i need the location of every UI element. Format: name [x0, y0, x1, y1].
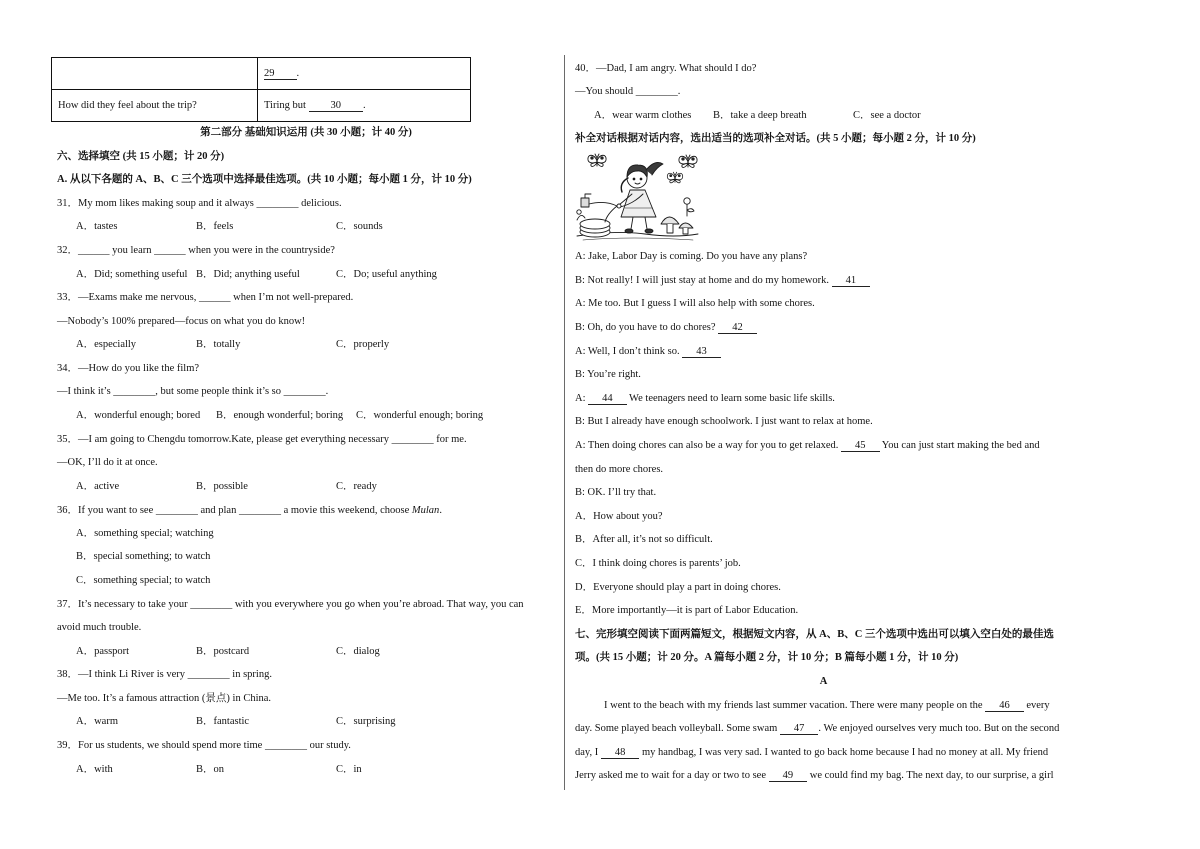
- passage-text: . We enjoyed ourselves very much too. But on the second: [818, 723, 1060, 734]
- dialogue-text: B: Oh, do you have to do chores?: [575, 322, 719, 333]
- dialogue-line: [575, 275, 870, 287]
- question-40-stem-line-2: —You should ________.: [575, 86, 681, 97]
- question-38-option-c: C．surprising: [336, 716, 396, 727]
- dialogue-option-d: D．Everyone should play a part in doing chores.: [575, 582, 781, 593]
- question-31-option-c: C．sounds: [336, 221, 383, 232]
- question-34-stem: 34．—How do you like the film?: [57, 363, 200, 374]
- passage-text: day. Some played beach volleyball. Some swam: [575, 723, 780, 734]
- question-36-stem-text: 36．If you want to see ________ and plan ________ a movie this weekend, choose: [57, 505, 412, 516]
- question-40-option-a: A．wear warm clothes: [594, 110, 692, 121]
- question-31-option-b: B．feels: [196, 221, 234, 232]
- question-34-option-a: A．wonderful enough; bored: [76, 410, 201, 421]
- passage-line: [604, 700, 1050, 712]
- girl-watering-plants-illustration: [575, 150, 700, 242]
- question-40-option-c: C．see a doctor: [853, 110, 921, 121]
- passage-text: day, I: [575, 747, 601, 758]
- passage-line: [575, 770, 1054, 782]
- question-36-stem-end: .: [439, 505, 442, 516]
- answer-blank-49: 49: [769, 770, 808, 782]
- butterfly-icon: [679, 155, 697, 167]
- question-35-option-a: A．active: [76, 481, 120, 492]
- dialogue-line: [575, 322, 757, 334]
- answer-blank-47: 47: [780, 723, 819, 735]
- dialogue-text: A: Then doing chores can also be a way for you to get relaxed.: [575, 440, 842, 451]
- question-34-stem-line-2: —I think it’s ________, but some people think it’s so ________.: [57, 386, 329, 397]
- dialogue-line: B: But I already have enough schoolwork. I just want to relax at home.: [575, 416, 873, 427]
- table-cell: [258, 58, 471, 90]
- section-7-title-line-2: 项。(共 15 小题；计 20 分。A 篇每小题 2 分，计 10 分；B 篇每小题 1 分，计 10 分): [575, 652, 959, 663]
- question-40-option-b: B．take a deep breath: [713, 110, 807, 121]
- question-37-stem-line-2: avoid much trouble.: [57, 622, 142, 633]
- dialogue-option-a: A．How about you?: [575, 511, 663, 522]
- question-35-option-c: C．ready: [336, 481, 377, 492]
- answer-blank-46: 46: [985, 700, 1024, 712]
- answer-suffix: .: [296, 68, 300, 79]
- dialogue-option-e: E．More importantly—it is part of Labor Education.: [575, 605, 799, 616]
- question-38-option-a: A．warm: [76, 716, 118, 727]
- section-6-instruction: A. 从以下各题的 A、B、C 三个选项中选择最佳选项。(共 10 小题；每小题 1 分，计 10 分): [57, 174, 472, 185]
- dialogue-text: A: Well, I don’t think so.: [575, 346, 683, 357]
- question-33-option-b: B．totally: [196, 339, 241, 350]
- question-36-option-a: A．something special; watching: [76, 528, 214, 539]
- question-39-stem: 39．For us students, we should spend more time ________ our study.: [57, 740, 351, 751]
- question-32-option-c: C．Do; useful anything: [336, 269, 437, 280]
- question-39-option-a: A．with: [76, 764, 113, 775]
- question-38-stem: 38．—I think Li River is very ________ in spring.: [57, 669, 272, 680]
- question-40-stem: 40．—Dad, I am angry. What should I do?: [575, 63, 757, 74]
- section-7-title: 七、完形填空阅读下面两篇短文，根据短文内容，从 A、B、C 三个选项中选出可以填入空白处的最佳选: [575, 629, 1054, 640]
- dialogue-line: A: Me too. But I guess I will also help with some chores.: [575, 298, 815, 309]
- question-34-option-b: B．enough wonderful; boring: [216, 410, 344, 421]
- answer-prefix: Tiring but: [264, 100, 309, 111]
- question-39-option-b: B．on: [196, 764, 225, 775]
- trip-summary-table: [51, 57, 471, 122]
- passage-text: we could find my bag. The next day, to our surprise, a girl: [807, 770, 1054, 781]
- dialogue-option-b: B．After all, it’s not so difficult.: [575, 534, 713, 545]
- question-35-stem: 35．—I am going to Chengdu tomorrow.Kate, please get everything necessary ________ for me.: [57, 434, 467, 445]
- dialogue-text: We teenagers need to learn some basic life skills.: [626, 393, 835, 404]
- question-36-option-b: B．special something; to watch: [76, 551, 211, 562]
- answer-blank-41: 41: [832, 275, 871, 287]
- butterfly-icon: [588, 154, 606, 166]
- question-33-option-a: A．especially: [76, 339, 137, 350]
- dialogue-text: You can just start making the bed and: [879, 440, 1040, 451]
- answer-blank-43: 43: [682, 346, 721, 358]
- question-36-option-c: C．something special; to watch: [76, 575, 211, 586]
- question-31-option-a: A．tastes: [76, 221, 118, 232]
- passage-a-heading: A: [819, 676, 828, 687]
- question-32-stem: 32．______ you learn ______ when you were in the countryside?: [57, 245, 335, 256]
- table-cell: [52, 58, 258, 90]
- question-35-option-b: B．possible: [196, 481, 248, 492]
- dialogue-line: B: OK. I’ll try that.: [575, 487, 657, 498]
- answer-blank-30: 30: [309, 100, 364, 112]
- question-36-stem: [57, 505, 442, 517]
- answer-blank-48: 48: [601, 747, 640, 759]
- question-33-stem-line-2: —Nobody’s 100% prepared—focus on what you do know!: [57, 316, 306, 327]
- dialogue-line: [575, 393, 835, 405]
- question-33-stem: 33．—Exams make me nervous, ______ when I’m not well-prepared.: [57, 292, 354, 303]
- table-row: [52, 58, 471, 90]
- dialogue-text: B: Not really! I will just stay at home and do my homework.: [575, 275, 832, 286]
- section-6-title: 六、选择填空 (共 15 小题；计 20 分): [57, 151, 225, 162]
- answer-blank-45: 45: [841, 440, 880, 452]
- column-divider: [564, 55, 565, 790]
- passage-line: [575, 723, 1059, 735]
- dialogue-line: [575, 346, 721, 358]
- dialogue-option-c: C．I think doing chores is parents’ job.: [575, 558, 741, 569]
- question-35-stem-line-2: —OK, I’ll do it at once.: [57, 457, 158, 468]
- question-37-option-b: B．postcard: [196, 646, 250, 657]
- dialogue-text: A:: [575, 393, 589, 404]
- question-37-option-c: C．dialog: [336, 646, 380, 657]
- question-38-stem-line-2: —Me too. It’s a famous attraction (景点) in China.: [57, 693, 272, 704]
- dialogue-line: B: You’re right.: [575, 369, 641, 380]
- table-cell: [52, 90, 258, 122]
- question-38-option-b: B．fantastic: [196, 716, 250, 727]
- passage-text: Jerry asked me to wait for a day or two to see: [575, 770, 769, 781]
- answer-blank-29: 29: [264, 68, 297, 80]
- question-34-option-c: C．wonderful enough; boring: [356, 410, 484, 421]
- dialogue-line: A: Jake, Labor Day is coming. Do you have any plans?: [575, 251, 808, 262]
- answer-suffix: .: [363, 100, 366, 111]
- dialogue-line: then do more chores.: [575, 464, 664, 475]
- answer-blank-44: 44: [588, 393, 627, 405]
- question-32-option-a: A．Did; something useful: [76, 269, 188, 280]
- table-cell: [258, 90, 471, 122]
- question-37-option-a: A．passport: [76, 646, 130, 657]
- part-heading: 第二部分 基础知识运用 (共 30 小题；计 40 分): [200, 127, 412, 138]
- table-row: [52, 90, 471, 122]
- butterfly-icon: [667, 172, 682, 183]
- question-39-option-c: C．in: [336, 764, 362, 775]
- passage-text: my handbag, I was very sad. I wanted to go back home because I had no money at all. My friend: [639, 747, 1049, 758]
- movie-title: Mulan: [411, 505, 440, 516]
- question-31-stem: 31．My mom likes making soup and it always ________ delicious.: [57, 198, 342, 209]
- question-32-option-b: B．Did; anything useful: [196, 269, 300, 280]
- answer-blank-42: 42: [718, 322, 757, 334]
- dialogue-line: [575, 440, 1040, 452]
- question-37-stem: 37．It’s necessary to take your ________ with you everywhere you go when you’re abroad. That way, you can: [57, 599, 524, 610]
- passage-text: every: [1023, 700, 1050, 711]
- passage-text: I went to the beach with my friends last summer vacation. There were many people on the: [604, 700, 986, 711]
- question-33-option-c: C．properly: [336, 339, 390, 350]
- row-label: How did they feel about the trip?: [58, 100, 197, 111]
- passage-line: [575, 747, 1048, 759]
- dialogue-instruction: 补全对话根据对话内容，选出适当的选项补全对话。(共 5 小题；每小题 2 分，计 10 分): [575, 133, 976, 144]
